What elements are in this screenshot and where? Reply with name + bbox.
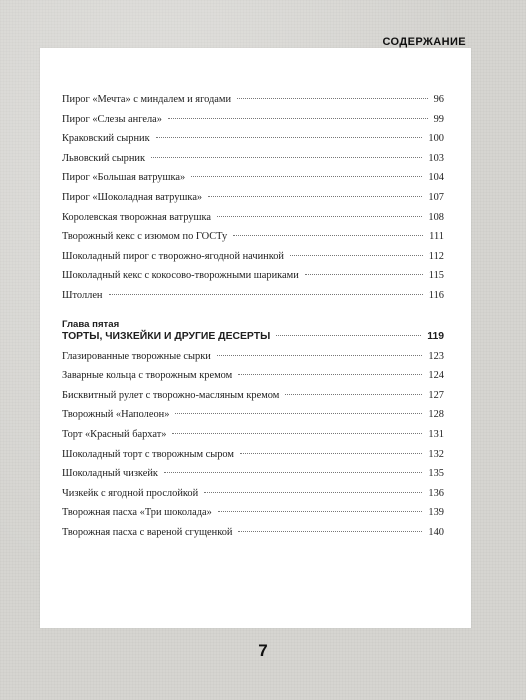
dot-leader bbox=[237, 98, 428, 99]
toc-entry-page: 116 bbox=[428, 289, 444, 301]
toc-entry-page: 124 bbox=[428, 370, 444, 382]
dot-leader bbox=[217, 216, 422, 217]
dot-leader bbox=[164, 472, 422, 473]
dot-leader bbox=[285, 394, 422, 395]
toc-entry-title: Штоллен bbox=[62, 289, 103, 301]
chapter-page: 119 bbox=[427, 330, 444, 342]
dot-leader bbox=[208, 196, 422, 197]
toc-entry-page: 128 bbox=[428, 409, 444, 421]
toc-entry-page: 112 bbox=[428, 250, 444, 262]
toc-entry[interactable] bbox=[62, 114, 444, 134]
toc-entry-page: 140 bbox=[428, 526, 444, 538]
toc-entry-page: 115 bbox=[428, 270, 444, 282]
toc-list-before bbox=[62, 94, 444, 310]
toc-entry-page: 131 bbox=[428, 428, 444, 440]
toc-entry[interactable] bbox=[62, 212, 444, 232]
toc-entry-page: 139 bbox=[428, 507, 444, 519]
dot-leader bbox=[109, 294, 423, 295]
toc-entry-title: Шоколадный кекс с кокосово-творожными шариками bbox=[62, 270, 299, 282]
toc-entry-page: 107 bbox=[428, 191, 444, 203]
toc-entry-title: Шоколадный пирог с творожно-ягодной начинкой bbox=[62, 250, 284, 262]
toc-entry-title: Торт «Красный бархат» bbox=[62, 428, 167, 440]
dot-leader bbox=[156, 137, 423, 138]
dot-leader bbox=[218, 511, 423, 512]
toc-entry-title: Краковский сырник bbox=[62, 133, 150, 145]
dot-leader bbox=[175, 413, 422, 414]
dot-leader bbox=[276, 335, 421, 336]
toc-entry-title: Творожный кекс с изюмом по ГОСТу bbox=[62, 231, 228, 243]
toc-entry-page: 103 bbox=[428, 152, 444, 164]
toc-entry-title: Бисквитный рулет с творожно-масляным кремом bbox=[62, 389, 280, 401]
toc-entry-title: Глазированные творожные сырки bbox=[62, 350, 211, 362]
dot-leader bbox=[168, 118, 428, 119]
toc-entry-title: Творожная пасха «Три шоколада» bbox=[62, 507, 212, 519]
toc-entry[interactable] bbox=[62, 192, 444, 212]
toc-entry-title: Пирог «Мечта» с миндалем и ягодами bbox=[62, 94, 231, 105]
dot-leader bbox=[151, 157, 422, 158]
dot-leader bbox=[191, 176, 422, 177]
toc-entry[interactable] bbox=[62, 449, 444, 469]
dot-leader bbox=[238, 374, 422, 375]
toc-entry-page: 104 bbox=[428, 172, 444, 184]
toc-entry-title: Львовский сырник bbox=[62, 152, 145, 164]
table-of-contents bbox=[62, 94, 444, 546]
toc-entry[interactable] bbox=[62, 429, 444, 449]
toc-entry[interactable] bbox=[62, 488, 444, 508]
dot-leader bbox=[204, 492, 422, 493]
section-header: СОДЕРЖАНИЕ bbox=[382, 36, 466, 48]
dot-leader bbox=[290, 255, 423, 256]
toc-entry[interactable] bbox=[62, 153, 444, 173]
dot-leader bbox=[305, 274, 423, 275]
dot-leader bbox=[172, 433, 422, 434]
toc-entry[interactable] bbox=[62, 133, 444, 153]
toc-entry-title: Чизкейк с ягодной прослойкой bbox=[62, 487, 199, 499]
toc-entry[interactable] bbox=[62, 390, 444, 410]
toc-entry[interactable] bbox=[62, 527, 444, 547]
toc-entry-title: Шоколадный торт с творожным сыром bbox=[62, 448, 235, 460]
toc-entry-page: 108 bbox=[428, 211, 444, 223]
dot-leader bbox=[238, 531, 422, 532]
toc-list-after bbox=[62, 351, 444, 547]
toc-entry-title: Королевская творожная ватрушка bbox=[62, 211, 211, 223]
toc-entry-page: 99 bbox=[433, 113, 444, 125]
toc-entry-title: Пирог «Шоколадная ватрушка» bbox=[62, 191, 203, 203]
toc-entry-page: 96 bbox=[433, 94, 444, 105]
toc-entry-title: Пирог «Большая ватрушка» bbox=[62, 172, 186, 184]
toc-entry-title: Творожная пасха с вареной сгущенкой bbox=[62, 526, 233, 538]
toc-entry-title: Пирог «Слезы ангела» bbox=[62, 113, 162, 125]
page-number: 7 bbox=[258, 641, 268, 660]
toc-entry[interactable] bbox=[62, 290, 444, 310]
chapter-label: Глава пятая bbox=[62, 318, 120, 330]
toc-entry-page: 111 bbox=[429, 231, 444, 243]
toc-entry-page: 135 bbox=[428, 468, 444, 480]
toc-entry-page: 127 bbox=[428, 389, 444, 401]
toc-entry[interactable] bbox=[62, 370, 444, 390]
toc-entry[interactable] bbox=[62, 231, 444, 251]
dot-leader bbox=[217, 355, 423, 356]
toc-entry[interactable] bbox=[62, 507, 444, 527]
toc-entry-title: Заварные кольца с творожным кремом bbox=[62, 370, 233, 382]
toc-entry[interactable] bbox=[62, 172, 444, 192]
toc-entry-title: Творожный «Наполеон» bbox=[62, 409, 170, 421]
toc-entry[interactable] bbox=[62, 409, 444, 429]
chapter-title: ТОРТЫ, ЧИЗКЕЙКИ И ДРУГИЕ ДЕСЕРТЫ bbox=[62, 330, 271, 342]
toc-entry[interactable] bbox=[62, 94, 444, 114]
toc-entry[interactable] bbox=[62, 270, 444, 290]
toc-entry[interactable] bbox=[62, 251, 444, 271]
dot-leader bbox=[233, 235, 423, 236]
toc-entry-page: 123 bbox=[428, 350, 444, 362]
toc-entry[interactable] bbox=[62, 468, 444, 488]
chapter-row[interactable] bbox=[62, 331, 444, 351]
toc-entry[interactable] bbox=[62, 351, 444, 371]
toc-entry-page: 132 bbox=[428, 448, 444, 460]
toc-entry-page: 100 bbox=[428, 133, 444, 145]
dot-leader bbox=[240, 453, 422, 454]
toc-entry-page: 136 bbox=[428, 487, 444, 499]
toc-entry-title: Шоколадный чизкейк bbox=[62, 468, 158, 480]
